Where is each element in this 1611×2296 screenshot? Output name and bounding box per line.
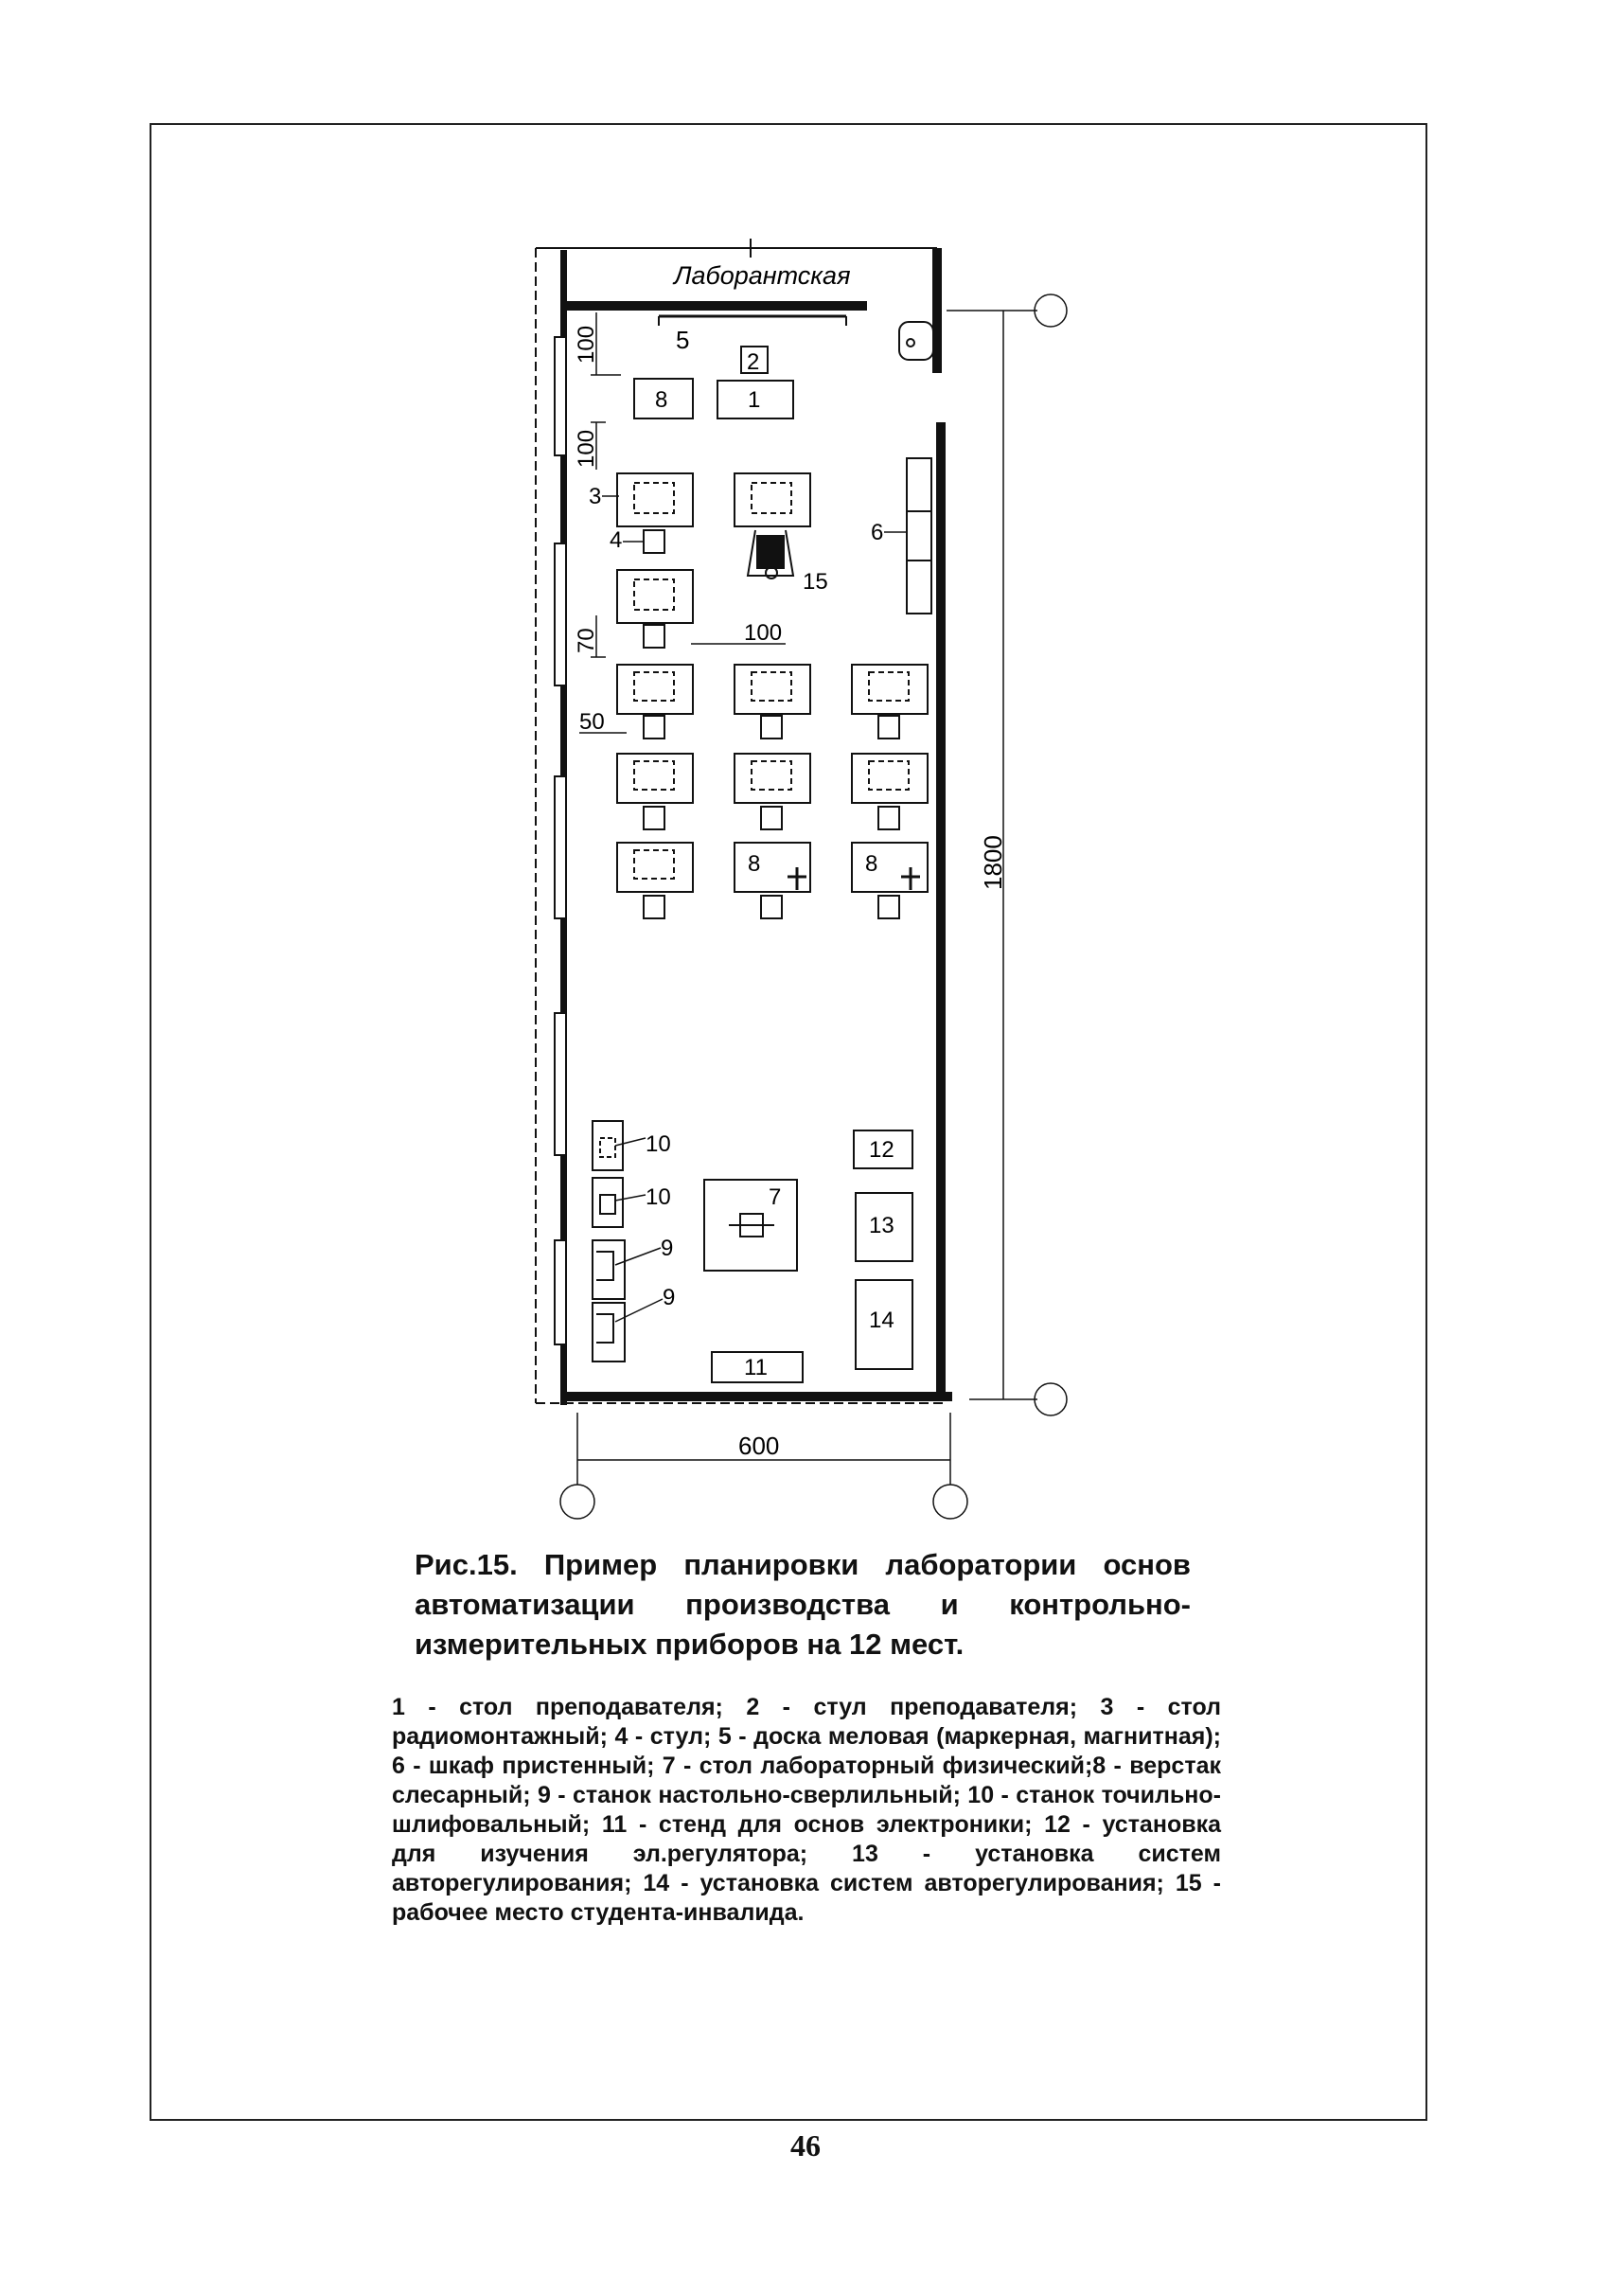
radio-desks [617, 473, 693, 648]
figure-caption: Рис.15. Пример планировки лаборатории основ автоматизации производства и контрольно-измерительных приборов на 12 мест. [415, 1548, 1191, 1661]
figure-legend: 1 - стол преподавателя; 2 - стул преподавателя; 3 - стол радиомонтажный; 4 - стул; 5 - доска меловая (маркерная, магнитная); 6 - шкаф пристенный; 7 - стол лабораторный физический;8 - верстак слесарный; 9 - станок настольно-сверлильный; 10 - станок точильно-шлифовальный; 11 - стенд для основ электроники; 12 - установка для изучения эл.регулятора; 13 - установка систем авторегулирования; 14 - установка систем авторегулирования; 15 - рабочее место студента-инвалида. [392, 1694, 1221, 1926]
grinder-label-2: 10 [646, 1184, 671, 1210]
dim-100-top: 100 [574, 325, 599, 364]
electronics-stand-label: 11 [744, 1355, 768, 1380]
auto-regulation-label-1: 13 [869, 1213, 894, 1238]
length-label: 1800 [979, 835, 1007, 890]
electronics-stand [712, 1352, 803, 1382]
teacher-chair-label: 2 [747, 349, 760, 375]
sink [899, 322, 933, 360]
board-label: 5 [676, 326, 690, 354]
student-desks [617, 665, 928, 918]
teacher-chair [741, 347, 768, 375]
wall-cabinet [907, 458, 931, 614]
laborantskaya-label: Лаборантская [674, 261, 851, 290]
page-number: 46 [790, 2128, 821, 2163]
drill-label-1: 9 [661, 1236, 674, 1261]
regulator-unit-label: 12 [869, 1137, 894, 1163]
dim-50: 50 [579, 709, 605, 735]
chair-label: 4 [610, 527, 623, 553]
workbench-row-label: 8 [748, 851, 761, 877]
dim-70: 70 [574, 628, 599, 653]
dim-100-aisle: 100 [744, 620, 783, 646]
vise-marks [788, 867, 920, 890]
machines-left [593, 1121, 625, 1362]
workbench-front [634, 379, 693, 418]
grinder-label-1: 10 [646, 1131, 671, 1157]
physics-table-label: 7 [769, 1184, 782, 1210]
disabled-workplace-label: 15 [803, 569, 828, 595]
right-units [854, 1130, 912, 1369]
workbench-row-label-2: 8 [865, 851, 878, 877]
radio-desk-label: 3 [589, 484, 602, 509]
dimension-marks [579, 312, 786, 733]
auto-regulation-label-2: 14 [869, 1308, 894, 1333]
disabled-workplace [735, 473, 810, 578]
physics-table [704, 1180, 797, 1271]
teacher-desk [717, 381, 793, 418]
board [659, 316, 846, 326]
workbench-front-label: 8 [655, 387, 668, 413]
drill-label-2: 9 [663, 1285, 676, 1310]
dim-100-second: 100 [574, 429, 599, 468]
width-dimension [560, 1413, 967, 1519]
teacher-desk-label: 1 [748, 387, 761, 413]
wall-cabinet-label: 6 [871, 520, 884, 545]
width-label: 600 [738, 1432, 780, 1460]
